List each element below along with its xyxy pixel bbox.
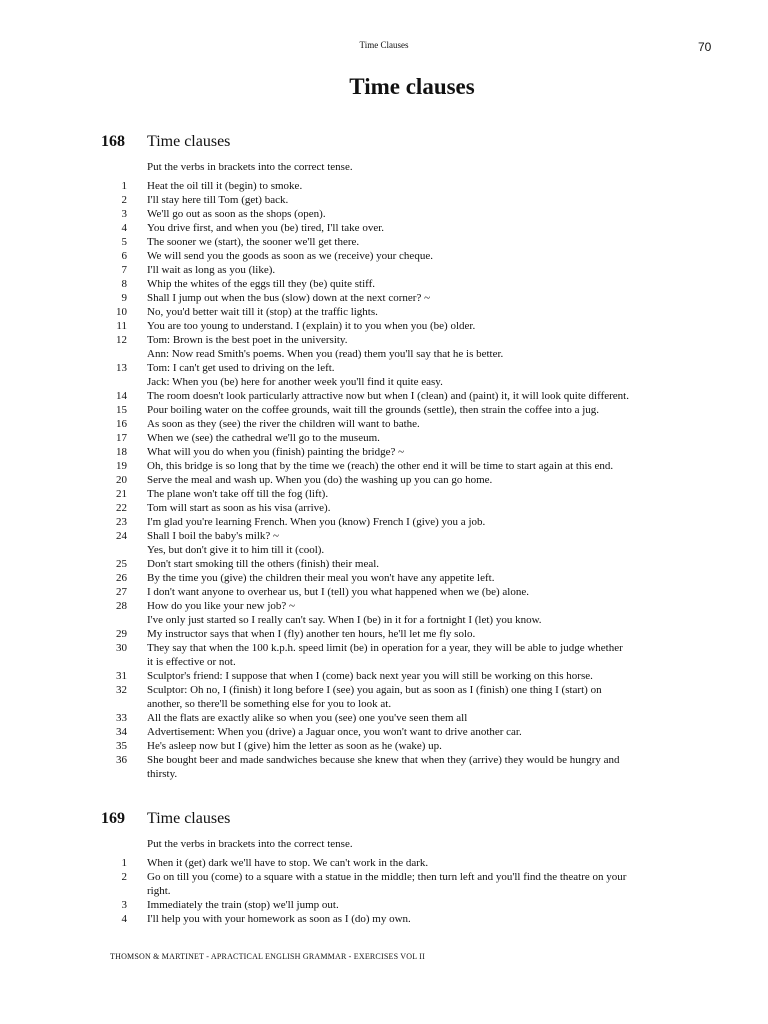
exercise-line: I'll stay here till Tom (get) back. [147,194,289,206]
section-title: Time clauses [147,810,231,827]
exercise-text [147,669,713,683]
exercise-line: I don't want anyone to overhear us, but I (tell) you what happened when we (be) alone. [147,586,529,598]
exercise-number: 20 [116,474,127,486]
exercise-line: We will send you the goods as soon as we (receive) your cheque. [147,250,433,262]
exercise-text [147,179,713,193]
exercise-text [147,856,713,870]
exercise-item [0,403,768,417]
exercise-line: My instructor says that when I (fly) another ten hours, he'll let me fly solo. [147,628,476,640]
exercise-line: Tom: I can't get used to driving on the left. [147,362,335,374]
exercise-number: 30 [116,642,127,654]
exercise-number: 31 [116,670,127,682]
exercise-item [0,473,768,487]
exercise-number: 25 [116,558,127,570]
exercise-text [147,291,713,305]
exercise-text [147,487,713,501]
exercise-item [0,179,768,193]
exercise-number: 3 [121,208,127,220]
page-number: 70 [698,40,712,54]
page-footer: THOMSON & MARTINET - APRACTICAL ENGLISH GRAMMAR - EXERCISES VOL II [110,952,425,961]
exercise-line: Tom: Brown is the best poet in the university. [147,334,348,346]
exercise-line: Ann: Now read Smith's poems. When you (read) them you'll say that he is better. [147,348,504,360]
exercise-line: Shall I boil the baby's milk? ~ [147,530,279,542]
exercise-item [0,898,768,912]
exercise-number: 26 [116,572,127,584]
exercise-item [0,599,768,627]
exercise-line: The room doesn't look particularly attractive now but when I (clean) and (paint) it, it will look quite different. [147,390,629,402]
exercise-number: 28 [116,600,127,612]
exercise-item [0,856,768,870]
exercise-line: Serve the meal and wash up. When you (do) the washing up you can go home. [147,474,493,486]
exercise-number: 34 [116,726,127,738]
exercise-line: You drive first, and when you (be) tired, I'll take over. [147,222,385,234]
exercise-text [147,501,713,515]
exercise-item [0,221,768,235]
exercise-text [147,403,713,417]
exercise-text [147,571,713,585]
exercise-text [147,473,713,487]
exercise-text [147,711,713,725]
exercise-line: right. [147,885,171,897]
exercise-line: How do you like your new job? ~ [147,600,296,612]
exercise-text [147,417,713,431]
exercise-item [0,249,768,263]
exercise-number: 21 [116,488,127,500]
exercise-line: The plane won't take off till the fog (lift). [147,488,329,500]
exercise-text [147,361,713,389]
exercise-item [0,305,768,319]
exercise-number: 33 [116,712,127,724]
exercise-line: Sculptor's friend: I suppose that when I (come) back next year you will still be working on this horse. [147,670,593,682]
section-title: Time clauses [147,133,231,150]
exercise-number: 24 [116,530,127,542]
exercise-item [0,389,768,403]
exercise-list [0,179,768,781]
exercise-list [0,856,768,926]
exercise-item [0,193,768,207]
exercise-text [147,739,713,753]
exercise-item [0,585,768,599]
exercise-line: When we (see) the cathedral we'll go to the museum. [147,432,380,444]
exercise-line: The sooner we (start), the sooner we'll get there. [147,236,360,248]
exercise-item [0,431,768,445]
running-head: Time Clauses [359,40,409,50]
exercise-number: 23 [116,516,127,528]
exercise-line: Sculptor: Oh no, I (finish) it long before I (see) you again, but as soon as I (finish) one thing I (start) on [147,684,602,696]
exercise-number: 10 [116,306,127,318]
exercise-text [147,683,713,711]
exercise-text [147,912,713,926]
exercise-section-169 [0,810,768,926]
exercise-item [0,641,768,669]
exercise-number: 19 [116,460,127,472]
exercise-number: 35 [116,740,127,752]
exercise-number: 2 [121,194,127,206]
exercise-item [0,571,768,585]
exercise-number: 5 [121,236,127,248]
exercise-number: 15 [116,404,127,416]
exercise-line: He's asleep now but I (give) him the letter as soon as he (wake) up. [147,740,442,752]
exercise-item [0,627,768,641]
exercise-line: Go on till you (come) to a square with a statue in the middle; then turn left and you'll find the theatre on your [147,871,627,883]
exercise-line: Shall I jump out when the bus (slow) down at the next corner? ~ [147,292,431,304]
exercise-line: Immediately the train (stop) we'll jump out. [147,899,339,911]
exercise-item [0,711,768,725]
exercise-text [147,389,713,403]
exercise-number: 8 [121,278,127,290]
exercise-text [147,515,713,529]
exercise-item [0,291,768,305]
exercise-text [147,753,713,781]
exercise-text [147,557,713,571]
exercise-item [0,459,768,473]
exercise-number: 17 [116,432,127,444]
exercise-line: Don't start smoking till the others (finish) their meal. [147,558,380,570]
exercise-line: As soon as they (see) the river the children will want to bathe. [147,418,420,430]
exercise-text [147,599,713,627]
exercise-text [147,585,713,599]
exercise-line: I'll help you with your homework as soon as I (do) my own. [147,913,411,925]
exercise-text [147,305,713,319]
exercise-text [147,641,713,669]
exercise-item [0,753,768,781]
exercise-line: it is effective or not. [147,656,236,668]
exercise-line: All the flats are exactly alike so when you (see) one you've seen them all [147,712,468,724]
exercise-text [147,221,713,235]
section-heading [0,810,768,832]
exercise-item [0,417,768,431]
exercise-item [0,669,768,683]
section-heading [0,133,768,155]
section-instruction: Put the verbs in brackets into the correct tense. [147,161,353,173]
exercise-number: 27 [116,586,127,598]
exercise-text [147,459,713,473]
exercise-section-168 [0,133,768,781]
exercise-text [147,529,713,557]
exercise-item [0,277,768,291]
exercise-item [0,739,768,753]
exercise-item [0,683,768,711]
exercise-text [147,445,713,459]
exercise-number: 29 [116,628,127,640]
exercise-item [0,529,768,557]
exercise-item [0,501,768,515]
exercise-number: 32 [116,684,127,696]
exercise-number: 1 [121,857,127,869]
exercise-line: What will you do when you (finish) painting the bridge? ~ [147,446,405,458]
exercise-item [0,557,768,571]
exercise-item [0,515,768,529]
exercise-number: 6 [121,250,127,262]
exercise-line: I'll wait as long as you (like). [147,264,276,276]
exercise-line: Yes, but don't give it to him till it (cool). [147,544,325,556]
exercise-number: 11 [116,320,127,332]
exercise-text [147,319,713,333]
exercise-number: 36 [116,754,127,766]
exercise-text [147,235,713,249]
exercise-item [0,361,768,389]
exercise-item [0,725,768,739]
exercise-line: By the time you (give) the children their meal you won't have any appetite left. [147,572,495,584]
section-number: 169 [101,810,125,827]
exercise-line: When it (get) dark we'll have to stop. We can't work in the dark. [147,857,429,869]
exercise-line: Heat the oil till it (begin) to smoke. [147,180,303,192]
exercise-text [147,249,713,263]
exercise-number: 22 [116,502,127,514]
exercise-line: Advertisement: When you (drive) a Jaguar once, you won't want to drive another car. [147,726,522,738]
exercise-number: 13 [116,362,127,374]
exercise-text [147,431,713,445]
exercise-item [0,235,768,249]
exercise-text [147,870,713,898]
exercise-line: Oh, this bridge is so long that by the time we (reach) the other end it will be time to start again at this end. [147,460,614,472]
exercise-number: 1 [121,180,127,192]
exercise-item [0,912,768,926]
exercise-line: thirsty. [147,768,178,780]
exercise-line: Tom will start as soon as his visa (arrive). [147,502,331,514]
exercise-text [147,277,713,291]
exercise-line: I've only just started so I really can't say. When I (be) in it for a fortnight I (let) you know. [147,614,542,626]
exercise-number: 3 [121,899,127,911]
exercise-number: 16 [116,418,127,430]
exercise-item [0,870,768,898]
exercise-number: 14 [116,390,127,402]
exercise-item [0,263,768,277]
exercise-text [147,207,713,221]
exercise-line: I'm glad you're learning French. When you (know) French I (give) you a job. [147,516,486,528]
exercise-line: They say that when the 100 k.p.h. speed limit (be) in operation for a year, they will be able to judge whether [147,642,623,654]
section-number: 168 [101,133,125,150]
exercise-line: Jack: When you (be) here for another week you'll find it quite easy. [147,376,443,388]
exercise-line: Pour boiling water on the coffee grounds, wait till the grounds (settle), then strain the coffee into a jug. [147,404,600,416]
exercise-text [147,263,713,277]
exercise-line: You are too young to understand. I (explain) it to you when you (be) older. [147,320,476,332]
exercise-line: No, you'd better wait till it (stop) at the traffic lights. [147,306,378,318]
exercise-line: Whip the whites of the eggs till they (be) quite stiff. [147,278,375,290]
exercise-item [0,487,768,501]
exercise-item [0,319,768,333]
exercise-number: 18 [116,446,127,458]
exercise-text [147,725,713,739]
exercise-item [0,333,768,361]
exercise-number: 4 [121,913,127,925]
exercise-text [147,333,713,361]
exercise-line: another, so there'll be something else for you to look at. [147,698,392,710]
exercise-text [147,898,713,912]
exercise-item [0,445,768,459]
exercise-item [0,207,768,221]
exercise-line: We'll go out as soon as the shops (open). [147,208,326,220]
section-instruction: Put the verbs in brackets into the correct tense. [147,838,353,850]
exercise-number: 12 [116,334,127,346]
exercise-text [147,193,713,207]
exercise-line: She bought beer and made sandwiches because she knew that when they (arrive) they would be hungry and [147,754,620,766]
exercise-number: 2 [121,871,127,883]
exercise-number: 9 [121,292,127,304]
page-title: Time clauses [349,74,475,99]
exercise-number: 4 [121,222,127,234]
exercise-text [147,627,713,641]
exercise-number: 7 [121,264,127,276]
